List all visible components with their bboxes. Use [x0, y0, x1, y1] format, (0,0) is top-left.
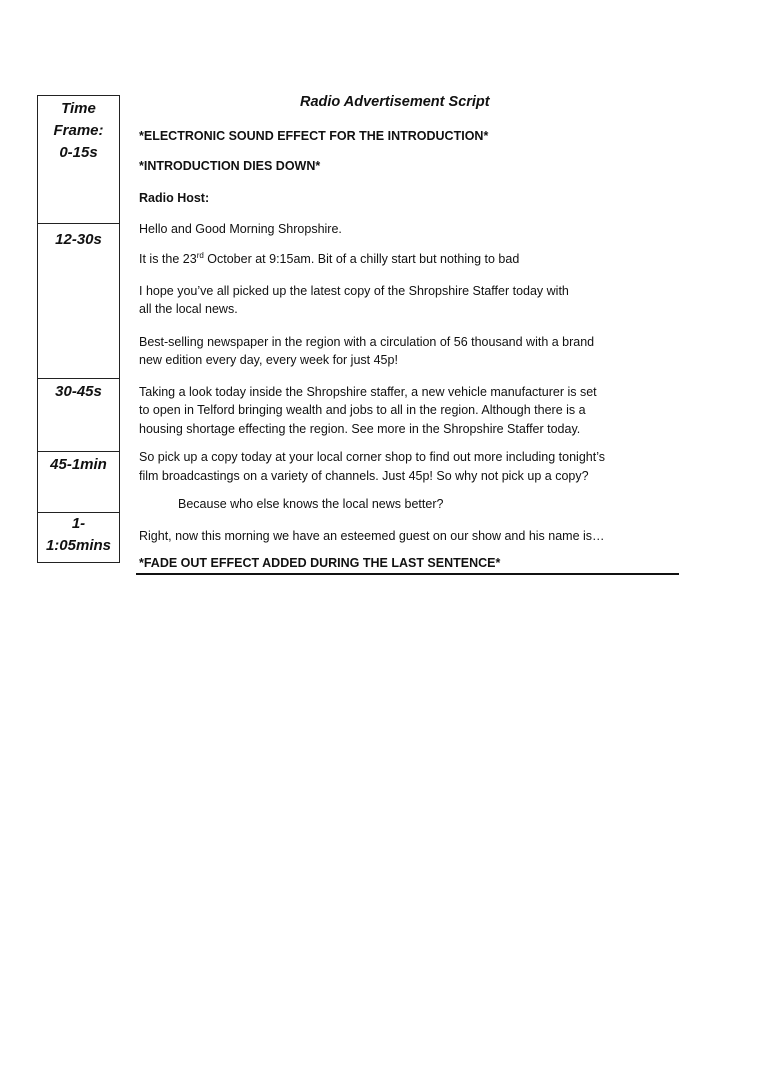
sound-effect-intro: *ELECTRONIC SOUND EFFECT FOR THE INTRODUCTION* [139, 129, 489, 143]
date-ordinal: rd [196, 251, 204, 260]
date-text-rest: October at 9:15am. Bit of a chilly start but nothing to bad [203, 252, 520, 266]
time-frame-cell [38, 224, 119, 379]
script-title: Radio Advertisement Script [300, 94, 490, 110]
right-now-line: Right, now this morning we have an esteemed guest on our show and his name is… [139, 529, 605, 543]
radio-host-label: Radio Host: [139, 191, 210, 205]
time-frame-cell [38, 96, 119, 224]
time-frame-cell [38, 513, 119, 562]
taking-look-line: to open in Telford bringing wealth and jobs to all in the region. Although there is a [139, 403, 586, 417]
time-frame-label: Frame: [53, 122, 104, 139]
because-line: Because who else knows the local news better? [178, 497, 444, 511]
time-frame-value: 0-15s [59, 144, 98, 161]
greeting-line: Hello and Good Morning Shropshire. [139, 222, 342, 236]
time-frame-value: 1- [71, 515, 86, 532]
best-selling-line: Best-selling newspaper in the region with a circulation of 56 thousand with a brand [139, 335, 595, 349]
fade-out-effect: *FADE OUT EFFECT ADDED DURING THE LAST SENTENCE* [139, 556, 501, 570]
intro-dies-down: *INTRODUCTION DIES DOWN* [139, 159, 321, 173]
best-selling-line: new edition every day, every week for just 45p! [139, 353, 398, 367]
time-frame-label: Time [61, 100, 96, 117]
time-frame-table [37, 95, 120, 563]
pick-up-line: So pick up a copy today at your local corner shop to find out more including tonight’s [139, 450, 606, 464]
time-frame-value: 12-30s [55, 231, 102, 248]
script-end-rule [136, 573, 679, 575]
taking-look-line: housing shortage effecting the region. See more in the Shropshire Staffer today. [139, 422, 581, 436]
time-frame-cell [38, 452, 119, 513]
pick-up-line: film broadcastings on a variety of channels. Just 45p! So why not pick up a copy? [139, 469, 589, 483]
time-frame-cell [38, 379, 119, 452]
time-frame-value: 30-45s [55, 383, 102, 400]
time-frame-value: 1:05mins [45, 537, 112, 554]
taking-look-line: Taking a look today inside the Shropshire staffer, a new vehicle manufacturer is set [139, 385, 597, 399]
hope-line: I hope you’ve all picked up the latest copy of the Shropshire Staffer today with [139, 284, 569, 298]
date-line [139, 250, 519, 268]
time-frame-value: 45-1min [50, 456, 107, 473]
hope-line: all the local news. [139, 302, 238, 316]
date-text: It is the 23 [139, 252, 197, 266]
